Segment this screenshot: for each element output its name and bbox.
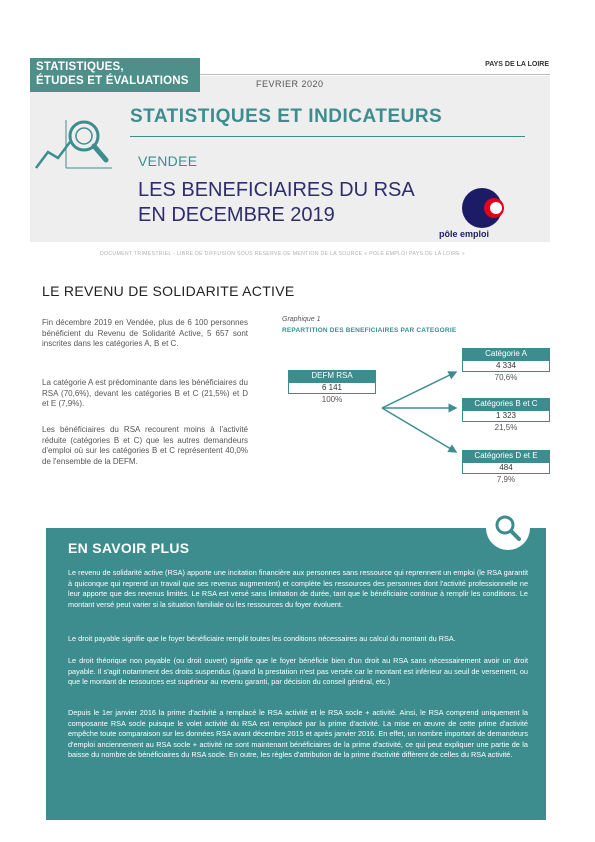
category-paragraph: La catégorie A est prédominante dans les bénéficiaires du RSA (70,6%), devant les catégories B et C (21,5%) et D et E (7,9%). xyxy=(42,378,248,408)
logo-wordmark: pôle emploi xyxy=(439,229,490,239)
category-a-pct: 70,6% xyxy=(494,373,518,382)
activity-paragraph: Les bénéficiaires du RSA recourent moins à l'activité réduite (catégories B et C) que les autres demandeurs d'emploi où sur les catégories B et C représentent 40,0% de l'ensemble de la DEFM. xyxy=(42,425,248,466)
category-de-pct: 7,9% xyxy=(496,475,516,484)
total-box xyxy=(288,370,376,406)
category-de-label: Catégories D et E xyxy=(462,450,550,462)
disclaimer: DOCUMENT TRIMESTRIEL - LIBRE DE DIFFUSION SOUS RESERVE DE MENTION DE LA SOURCE « POLE EMPLOI PAYS DE LA LOIRE » xyxy=(100,251,465,257)
intro-paragraph: Fin décembre 2019 en Vendée, plus de 6 100 personnes bénéficient du Revenu de Solidarité Active, 5 657 sont inscrites dans les catégories A, B et C. xyxy=(42,318,248,348)
publication-date: FEVRIER 2020 xyxy=(256,79,324,89)
series-line-1: STATISTIQUES, xyxy=(36,61,124,73)
category-de-value: 484 xyxy=(462,462,550,474)
title-divider xyxy=(130,136,525,137)
main-title xyxy=(138,178,415,228)
category-de-box xyxy=(462,450,550,486)
main-title-line-1: LES BENEFICIAIRES DU RSA xyxy=(138,179,415,201)
category-a-box xyxy=(462,348,550,384)
section-title: LE REVENU DE SOLIDARITE ACTIVE xyxy=(42,283,295,299)
info-paragraph-droit-theorique: Le droit théorique non payable (ou droit ouvert) signifie que le foyer bénéficie bien d'un droit au RSA sans nécessairement avoir un droit payable. Il s'agit notamment des droits suspendus (quand la prestation n'est pas versée car le montant est inférieur au seuil de versement, ou que le montant de ressources est supérieur au revenu garanti, par décision du conseil général, etc.) xyxy=(68,656,528,686)
flow-arrows xyxy=(380,360,462,464)
total-value: 6 141 xyxy=(288,382,376,394)
total-pct: 100% xyxy=(321,395,343,404)
category-bc-value: 1 323 xyxy=(462,410,550,422)
category-bc-label: Catégories B et C xyxy=(462,398,550,410)
category-bc-box xyxy=(462,398,550,434)
section-banner-title: STATISTIQUES ET INDICATEURS xyxy=(130,106,443,127)
chart-magnifier-icon xyxy=(32,116,114,172)
info-box-title: EN SAVOIR PLUS xyxy=(68,540,190,556)
graph-title: Graphique 1 xyxy=(282,316,321,323)
category-bc-pct: 21,5% xyxy=(494,423,518,432)
total-label: DEFM RSA xyxy=(288,370,376,382)
info-paragraph-rsa: Le revenu de solidarité active (RSA) apporte une incitation financière aux personnes sans ressource qui reprennent un emploi (le RSA garantit à quiconque qui reprend un travail que ses revenus augmentent) et complète les ressources des personnes dont l'activité professionnelle ne leur apporte que des revenus limités. Le RSA est versé sans limitation de durée, tant que le bénéficiaire continue à remplir les conditions. Le montant versé peut varier si la situation familiale ou les ressources du foyer évoluent. xyxy=(68,568,528,609)
header-top-rule xyxy=(200,74,550,75)
info-paragraph-prime-activite: Depuis le 1er janvier 2016 la prime d'activité a remplacé le RSA activité et le RSA socle + activité. Ainsi, le RSA comprend uniquement la composante RSA socle puisque le volet activité du RSA est remplacé par la prime d'activité. La mise en œuvre de cette prime d'activité empêche toute comparaison sur les données RSA avant décembre 2015 et après janvier 2016. En effet, un nombre important de demandeurs d'emploi anciennement au RSA socle + activité ne sont maintenant bénéficiaires de la prime d'activité, ce qui peut expliquer une partie de la baisse du nombre de bénéficiaires du RSA socle. En outre, les règles d'attribution de la prime d'activité diffèrent de celles du RSA activité. xyxy=(68,708,528,759)
category-a-label: Catégorie A xyxy=(462,348,550,360)
info-paragraph-droit-payable: Le droit payable signifie que le foyer bénéficiaire remplit toutes les conditions nécessaires au calcul du montant du RSA. xyxy=(68,634,456,643)
search-icon xyxy=(494,514,522,542)
graph-subtitle: REPARTITION DES BENEFICIAIRES PAR CATEGORIE xyxy=(282,327,457,334)
main-title-line-2: EN DECEMBRE 2019 xyxy=(138,204,335,226)
category-a-value: 4 334 xyxy=(462,360,550,372)
region-label: PAYS DE LA LOIRE xyxy=(485,61,549,68)
series-line-2: ÉTUDES ET ÉVALUATIONS xyxy=(36,75,189,87)
department-name: VENDEE xyxy=(138,153,198,169)
series-label xyxy=(36,60,189,88)
